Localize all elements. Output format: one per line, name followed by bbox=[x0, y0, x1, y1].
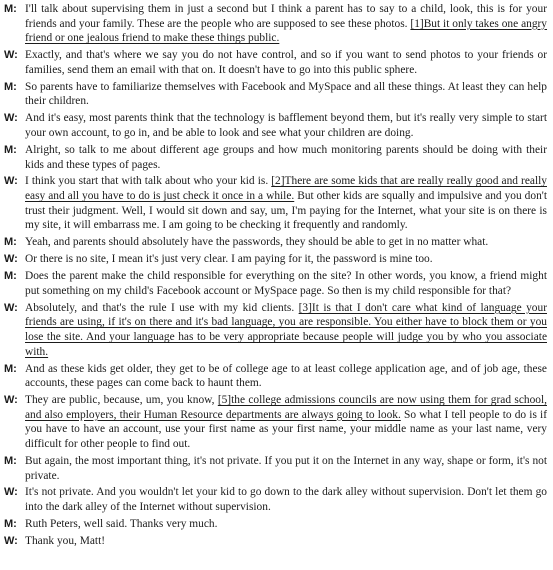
speaker-label: W: bbox=[4, 486, 18, 499]
utterance-segment: Does the parent make the child responsible for everything on the site? In other words, you know, a friend might put something on my child's Facebook account or MySpace page. So then is my child responsible for that? bbox=[25, 270, 547, 297]
dialogue-turn bbox=[4, 174, 547, 232]
utterance-text bbox=[25, 80, 547, 109]
utterance-text bbox=[25, 517, 547, 532]
speaker-label: M: bbox=[4, 143, 17, 156]
underlined-answer-sentence: [5]the college admissions councils are now using them for grad school, and also employers, their Human Resource departments are always going to look. bbox=[25, 394, 547, 421]
utterance-segment: And as these kids get older, they get to be of college age to at least college application age, and of job age, these accounts, these pages can come back to haunt them. bbox=[25, 362, 547, 390]
utterance-segment: It's not private. And you wouldn't let your kid to go down to the dark alley without supervision. Don't let them go into the dark alley of the Internet without supervision. bbox=[25, 486, 547, 514]
utterance-segment: Alright, so talk to me about different age groups and how much monitoring parents should be doing with their kids and these types of pages. bbox=[25, 143, 547, 171]
dialogue-turn bbox=[4, 235, 547, 250]
utterance-text bbox=[25, 2, 547, 46]
utterance-segment: They are public, because, um, you know, bbox=[25, 394, 218, 407]
dialogue-turn bbox=[4, 454, 547, 483]
dialogue-turn bbox=[4, 534, 547, 549]
utterance-text bbox=[25, 301, 547, 359]
underlined-answer-sentence: [3]It is that I don't care what kind of language your friends are using, if it's on there and it's bad language, you are responsible. You either have to block them or you lose the site. And your language has to be very appropriate because people will judge you by who you associate with. bbox=[25, 301, 547, 358]
speaker-label: W: bbox=[4, 49, 18, 62]
dialogue-turn bbox=[4, 48, 547, 77]
underlined-answer-sentence: [2]There are some kids that are really really good and really easy and all you have to do is just check it once in a while. bbox=[25, 175, 547, 203]
utterance-segment: So parents have to familiarize themselves with Facebook and MySpace and all these things. At least they can help their children. bbox=[25, 80, 547, 108]
utterance-segment: But again, the most important thing, it's not private. If you put it on the Internet in any way, shape or form, it's not private. bbox=[25, 454, 547, 482]
speaker-label: W: bbox=[4, 112, 18, 125]
utterance-text bbox=[25, 454, 547, 483]
speaker-label: M: bbox=[4, 80, 17, 93]
speaker-label: W: bbox=[4, 535, 18, 548]
dialogue-turn bbox=[4, 111, 547, 140]
utterance-segment: Yeah, and parents should absolutely have the passwords, they should be able to get in no matter what. bbox=[25, 236, 489, 249]
speaker-label: W: bbox=[4, 301, 18, 314]
utterance-text bbox=[25, 485, 547, 514]
utterance-text bbox=[25, 534, 547, 549]
utterance-text bbox=[25, 269, 547, 298]
speaker-label: M: bbox=[4, 518, 17, 531]
dialogue-turn bbox=[4, 362, 547, 391]
speaker-label: M: bbox=[4, 362, 17, 375]
utterance-segment: Ruth Peters, well said. Thanks very much. bbox=[25, 518, 218, 531]
dialogue-turn bbox=[4, 269, 547, 298]
dialogue-turn bbox=[4, 393, 547, 451]
speaker-label: W: bbox=[4, 175, 18, 188]
utterance-text bbox=[25, 143, 547, 172]
dialogue-turn bbox=[4, 143, 547, 172]
utterance-segment: But other kids are squally and impulsive and you don't trust their judgment. Well, I would sit down and say, um, I'm paying for the Internet, what your site is on there is my site, it will embarrass me. I am going to be checking it frequently and randomly. bbox=[25, 190, 547, 232]
speaker-label: M: bbox=[4, 270, 17, 283]
utterance-text bbox=[25, 111, 547, 140]
utterance-text bbox=[25, 174, 547, 232]
utterance-segment: Thank you, Matt! bbox=[25, 535, 106, 548]
underlined-answer-sentence: [1]But it only takes one angry friend or one jealous friend to make these things public. bbox=[25, 17, 548, 45]
speaker-label: M: bbox=[4, 236, 17, 249]
dialogue-turn bbox=[4, 517, 547, 532]
utterance-segment: I think you start that with talk about who your kid is. bbox=[25, 175, 272, 188]
speaker-label: W: bbox=[4, 253, 18, 266]
utterance-text bbox=[25, 48, 547, 77]
utterance-segment: I'll talk about supervising them in just a second but I think a parent has to say to a child, look, this is for your friends and your family. These are the people who are supposed to see these photos. bbox=[25, 3, 547, 30]
utterance-segment: And it's easy, most parents think that the technology is bafflement beyond them, but it's really very simple to start your own account, to go in, and be able to look and see what your children are doing. bbox=[25, 112, 547, 139]
dialogue-turn bbox=[4, 485, 547, 514]
speaker-label: M: bbox=[4, 3, 17, 15]
utterance-segment: Absolutely, and that's the rule I use with my kid clients. bbox=[25, 301, 299, 314]
dialogue-turn bbox=[4, 2, 547, 46]
utterance-segment: So what I tell people to do is if you have to have an account, use your first name as your first name, your middle name as your last name, very difficult for other people to find out. bbox=[25, 408, 548, 450]
utterance-text bbox=[25, 362, 547, 391]
utterance-text bbox=[25, 252, 547, 267]
utterance-segment: Or there is no site, I mean it's just very clear. I am paying for it, the password is mine too. bbox=[25, 253, 433, 266]
dialogue-turn bbox=[4, 252, 547, 267]
utterance-segment: Exactly, and that's where we say you do not have control, and so if you want to send photos to your friends or families, send them an email with that on. It doesn't have to go into this public sphere. bbox=[25, 49, 547, 76]
utterance-text bbox=[25, 235, 547, 250]
dialogue-turn bbox=[4, 301, 547, 359]
dialogue-turn bbox=[4, 80, 547, 109]
utterance-text bbox=[25, 393, 547, 451]
speaker-label: W: bbox=[4, 394, 18, 407]
speaker-label: M: bbox=[4, 454, 17, 467]
